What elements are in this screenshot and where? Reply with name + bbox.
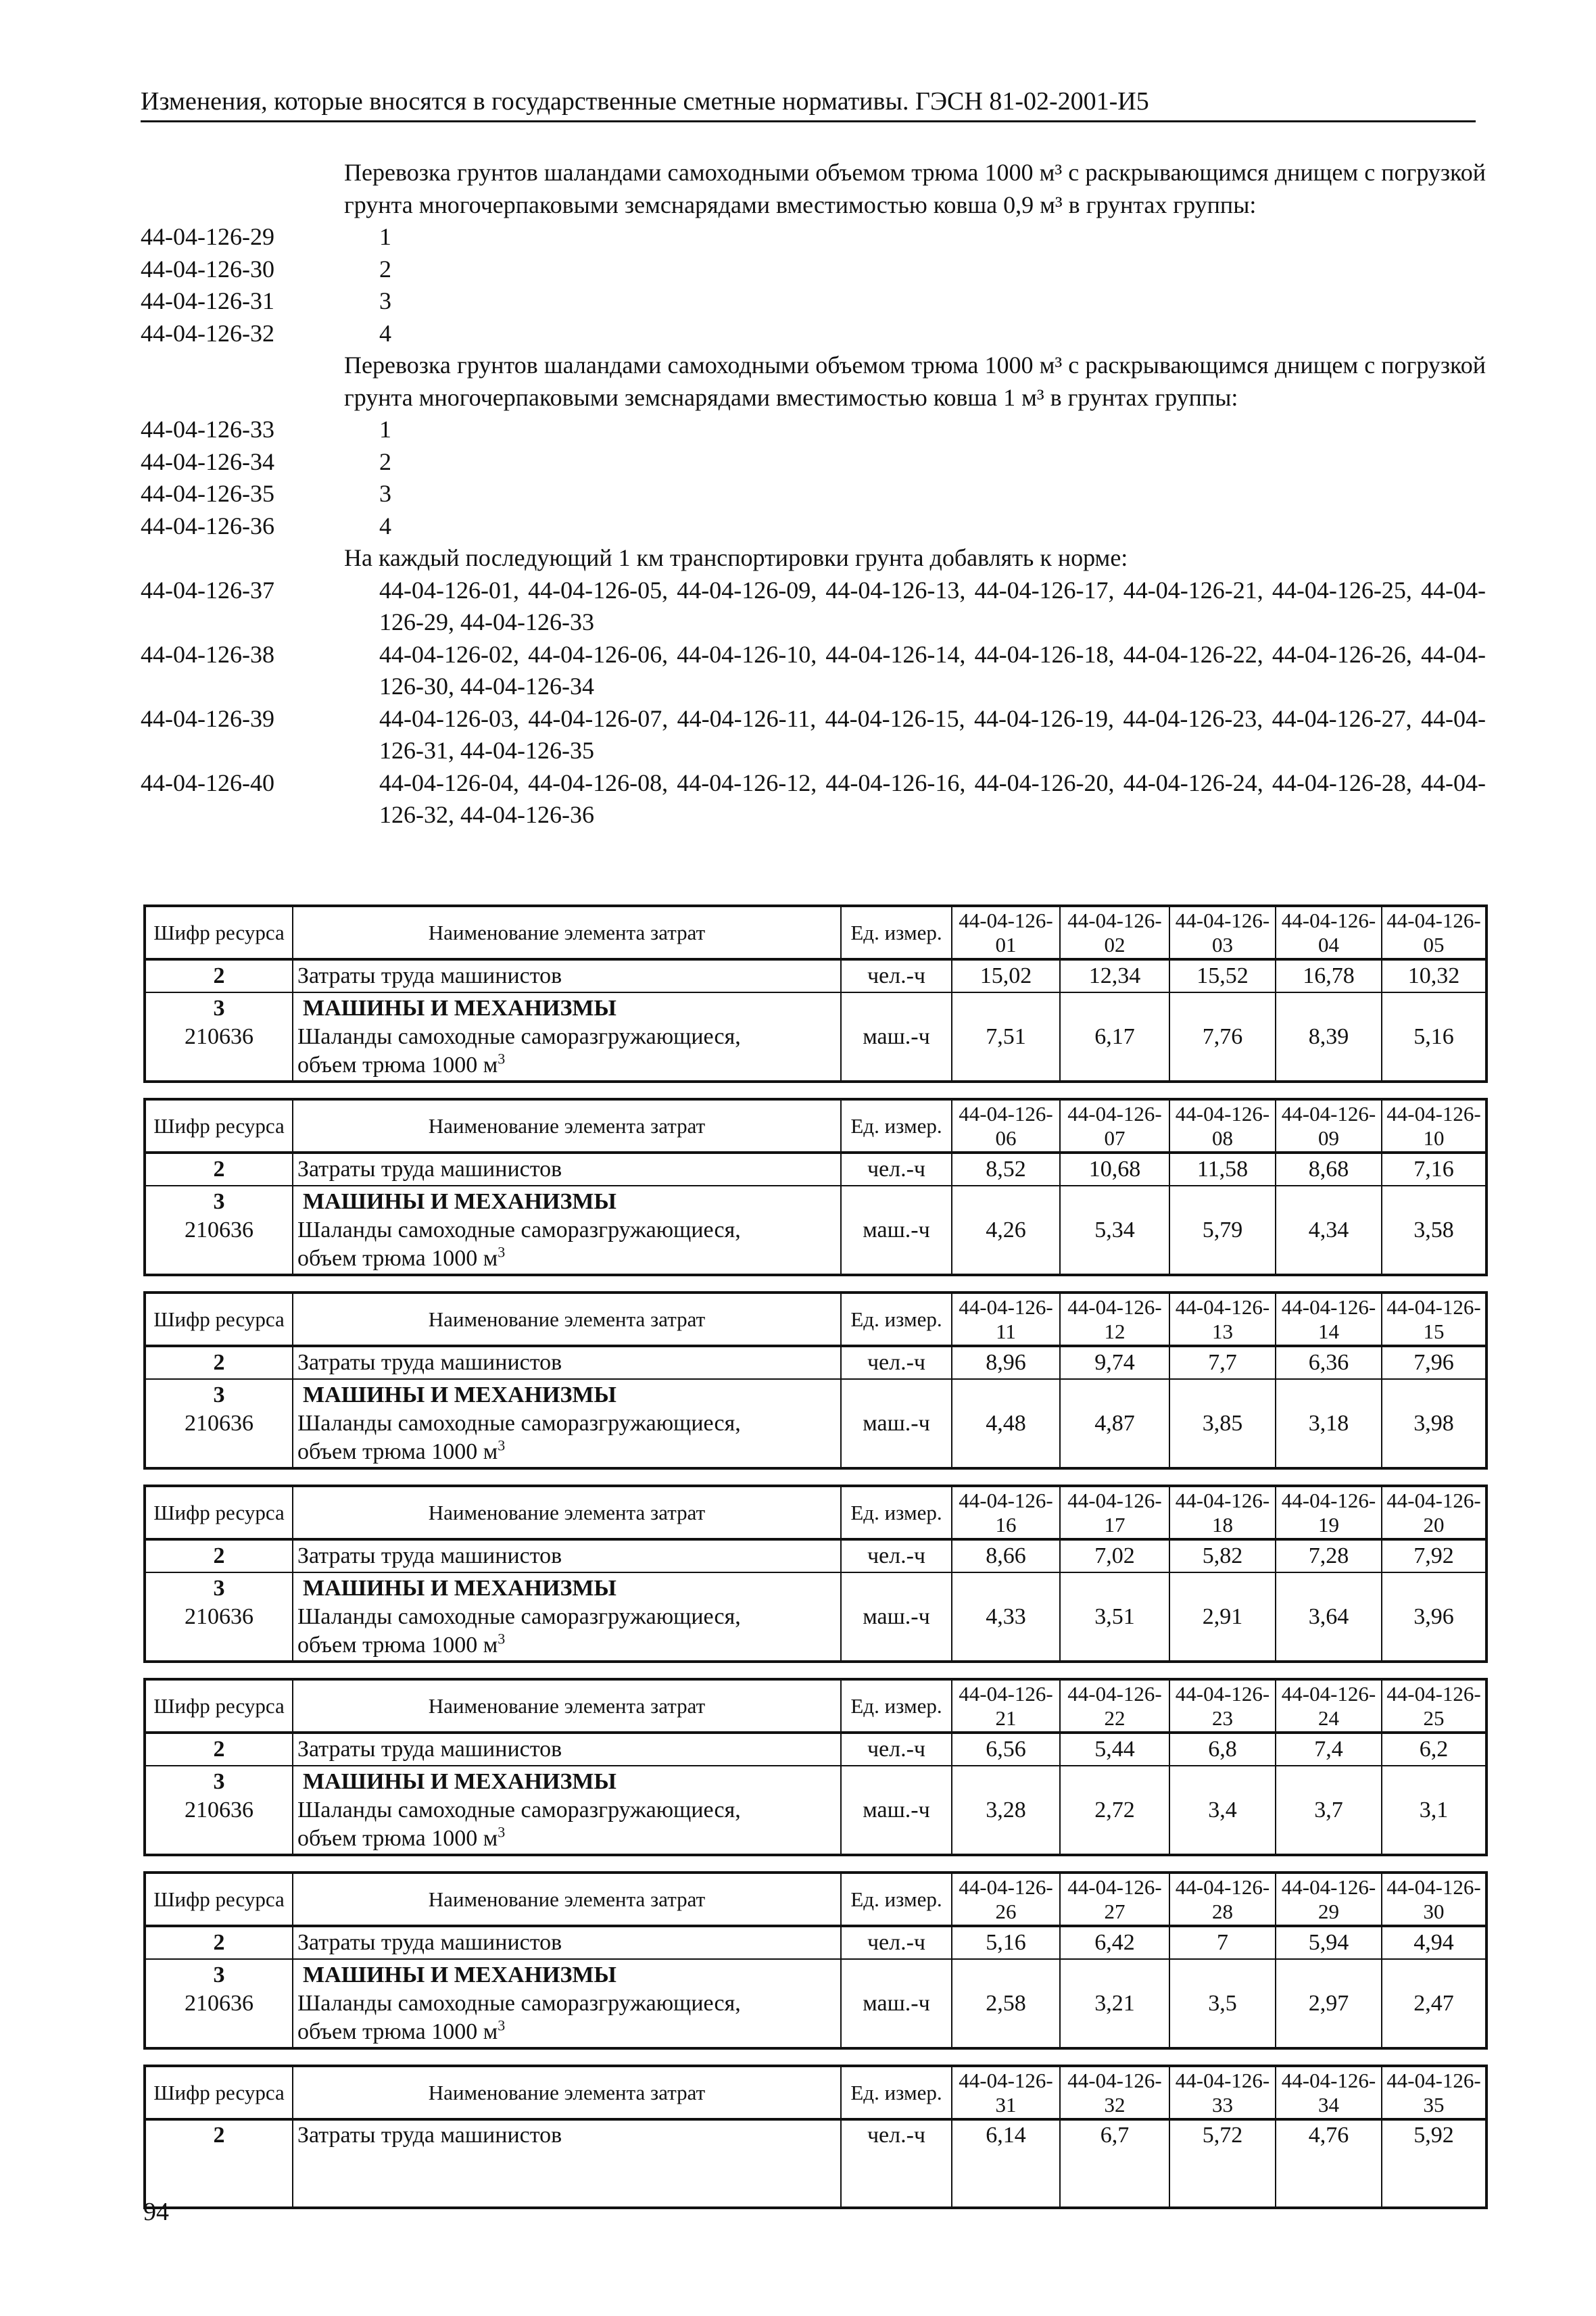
resource-code bbox=[145, 1766, 293, 1855]
resource-code bbox=[145, 992, 293, 1082]
norm-item bbox=[141, 639, 1486, 703]
table-header-row bbox=[145, 1486, 1486, 1539]
machine-name-text: Шаланды самоходные саморазгружающиеся, объем трюма 1000 м bbox=[297, 1797, 741, 1851]
header-norm-code: 44-04-126-03 bbox=[1169, 906, 1276, 959]
section-title: МАШИНЫ И МЕХАНИЗМЫ bbox=[303, 1768, 616, 1794]
header-norm-code: 44-04-126-06 bbox=[952, 1099, 1060, 1153]
cubic-sup: 3 bbox=[498, 1243, 506, 1261]
header-norm-code: 44-04-126-28 bbox=[1169, 1873, 1276, 1926]
resource-unit: маш.-ч bbox=[841, 1959, 952, 2048]
resource-name: Затраты труда машинистов bbox=[293, 1153, 841, 1186]
cubic-sup: 3 bbox=[498, 1823, 506, 1841]
machine-name bbox=[297, 1603, 798, 1660]
norm-item bbox=[141, 254, 1486, 286]
header-code: Шифр ресурса bbox=[145, 1293, 293, 1346]
machine-value: 5,34 bbox=[1060, 1186, 1169, 1275]
labor-value: 7,16 bbox=[1382, 1153, 1486, 1186]
machine-value: 4,33 bbox=[952, 1572, 1060, 1662]
table-row bbox=[145, 1346, 1486, 1379]
header-norm-code: 44-04-126-13 bbox=[1169, 1293, 1276, 1346]
resource-code: 2 bbox=[145, 1153, 293, 1186]
header-name: Наименование элемента затрат bbox=[293, 1293, 841, 1346]
machine-value: 3,98 bbox=[1382, 1379, 1486, 1468]
header-norm-code: 44-04-126-19 bbox=[1276, 1486, 1382, 1539]
labor-value: 7,28 bbox=[1276, 1539, 1382, 1572]
header-unit: Ед. измер. bbox=[841, 2066, 952, 2119]
resource-code: 2 bbox=[145, 2119, 293, 2208]
resource-table bbox=[143, 1871, 1488, 2050]
paragraph-text: На каждый последующий 1 км транспортировки грунта добавлять к норме: bbox=[344, 544, 1128, 571]
resource-id: 210636 bbox=[185, 1410, 253, 1436]
resource-unit: маш.-ч bbox=[841, 1766, 952, 1855]
table-row bbox=[145, 1959, 1486, 2048]
machine-value: 3,4 bbox=[1169, 1766, 1276, 1855]
norm-item-text: 3 bbox=[379, 287, 391, 314]
norm-item-text: 4 bbox=[379, 512, 391, 539]
norm-item-text: 1 bbox=[379, 416, 391, 443]
machine-value: 2,58 bbox=[952, 1959, 1060, 2048]
table-row bbox=[145, 1153, 1486, 1186]
norm-code: 44-04-126-40 bbox=[141, 769, 274, 796]
norm-item-text: 4 bbox=[379, 319, 391, 347]
header-name: Наименование элемента затрат bbox=[293, 1679, 841, 1733]
resource-unit: маш.-ч bbox=[841, 1186, 952, 1275]
resource-table bbox=[143, 904, 1488, 1083]
norm-item bbox=[141, 221, 1486, 254]
labor-value: 6,36 bbox=[1276, 1346, 1382, 1379]
machine-value: 3,5 bbox=[1169, 1959, 1276, 2048]
table-row bbox=[145, 2119, 1486, 2208]
norm-code: 44-04-126-37 bbox=[141, 576, 274, 604]
machine-value: 2,72 bbox=[1060, 1766, 1169, 1855]
section-title: МАШИНЫ И МЕХАНИЗМЫ bbox=[303, 1962, 616, 1987]
table-row bbox=[145, 1572, 1486, 1662]
machine-name-text: Шаланды самоходные саморазгружающиеся, объем трюма 1000 м bbox=[297, 1023, 741, 1078]
labor-value: 5,72 bbox=[1169, 2119, 1276, 2208]
machine-value: 4,87 bbox=[1060, 1379, 1169, 1468]
header-unit: Ед. измер. bbox=[841, 1293, 952, 1346]
resource-unit: чел.-ч bbox=[841, 2119, 952, 2208]
spacer bbox=[150, 1825, 288, 1853]
table-row bbox=[145, 992, 1486, 1082]
norm-code: 44-04-126-30 bbox=[141, 255, 274, 283]
machine-value: 3,51 bbox=[1060, 1572, 1169, 1662]
machine-value: 4,48 bbox=[952, 1379, 1060, 1468]
labor-value: 6,2 bbox=[1382, 1733, 1486, 1766]
norm-code: 44-04-126-34 bbox=[141, 448, 274, 475]
norm-item bbox=[141, 414, 1486, 446]
norm-item-text: 3 bbox=[379, 480, 391, 507]
paragraph bbox=[141, 157, 1486, 221]
resource-name bbox=[293, 1572, 841, 1662]
resource-name: Затраты труда машинистов bbox=[293, 2119, 841, 2208]
machine-name bbox=[297, 1989, 798, 2046]
section-code: 3 bbox=[213, 1768, 225, 1794]
norm-code: 44-04-126-35 bbox=[141, 480, 274, 507]
resource-code: 2 bbox=[145, 1926, 293, 1959]
header-norm-code: 44-04-126-27 bbox=[1060, 1873, 1169, 1926]
labor-value: 9,74 bbox=[1060, 1346, 1169, 1379]
labor-value: 8,52 bbox=[952, 1153, 1060, 1186]
norm-code bbox=[141, 349, 344, 414]
norm-item bbox=[141, 767, 1486, 831]
labor-value: 11,58 bbox=[1169, 1153, 1276, 1186]
machine-name-text: Шаланды самоходные саморазгружающиеся, объем трюма 1000 м bbox=[297, 1603, 741, 1658]
machine-name bbox=[297, 1409, 798, 1466]
norm-item bbox=[141, 575, 1486, 639]
paragraph bbox=[141, 349, 1486, 414]
header-norm-code: 44-04-126-30 bbox=[1382, 1873, 1486, 1926]
paragraph-text: Перевозка грунтов шаландами самоходными объемом трюма 1000 м³ с раскрывающимся днищем с погрузкой грунта многочерпаковыми земснарядами вместимостью ковша 1 м³ в грунтах группы: bbox=[344, 352, 1486, 411]
labor-value: 5,16 bbox=[952, 1926, 1060, 1959]
machine-value: 2,97 bbox=[1276, 1959, 1382, 2048]
resource-name: Затраты труда машинистов bbox=[293, 1346, 841, 1379]
header-unit: Ед. измер. bbox=[841, 1873, 952, 1926]
labor-value: 7,96 bbox=[1382, 1346, 1486, 1379]
machine-value: 3,28 bbox=[952, 1766, 1060, 1855]
spacer bbox=[150, 1631, 288, 1660]
norm-code bbox=[141, 542, 344, 575]
norm-code: 44-04-126-39 bbox=[141, 704, 274, 732]
resource-name bbox=[293, 1186, 841, 1275]
labor-value: 5,82 bbox=[1169, 1539, 1276, 1572]
machine-value: 8,39 bbox=[1276, 992, 1382, 1082]
resource-unit: маш.-ч bbox=[841, 1572, 952, 1662]
cubic-sup: 3 bbox=[498, 1437, 506, 1454]
header-name: Наименование элемента затрат bbox=[293, 906, 841, 959]
header-norm-code: 44-04-126-26 bbox=[952, 1873, 1060, 1926]
resource-code: 2 bbox=[145, 1733, 293, 1766]
machine-value: 3,96 bbox=[1382, 1572, 1486, 1662]
resource-code bbox=[145, 1379, 293, 1468]
labor-value: 8,68 bbox=[1276, 1153, 1382, 1186]
resource-table bbox=[143, 1678, 1488, 1856]
intro-text bbox=[141, 157, 1486, 831]
norm-item-text: 2 bbox=[379, 448, 391, 475]
labor-value: 5,92 bbox=[1382, 2119, 1486, 2208]
resource-unit: чел.-ч bbox=[841, 959, 952, 992]
header-norm-code: 44-04-126-23 bbox=[1169, 1679, 1276, 1733]
table-header-row bbox=[145, 906, 1486, 959]
header-norm-code: 44-04-126-09 bbox=[1276, 1099, 1382, 1153]
norm-item-text: 44-04-126-02, 44-04-126-06, 44-04-126-10, 44-04-126-14, 44-04-126-18, 44-04-126-22, 44-04-126-26, 44-04-126-30, 44-04-126-34 bbox=[379, 640, 1486, 700]
section-title: МАШИНЫ И МЕХАНИЗМЫ bbox=[303, 1382, 616, 1407]
labor-value: 6,42 bbox=[1060, 1926, 1169, 1959]
norm-item-text: 1 bbox=[379, 223, 391, 250]
header-unit: Ед. измер. bbox=[841, 1486, 952, 1539]
norm-code: 44-04-126-29 bbox=[141, 223, 274, 250]
machine-value: 3,58 bbox=[1382, 1186, 1486, 1275]
spacer bbox=[150, 1245, 288, 1273]
header-code: Шифр ресурса bbox=[145, 1873, 293, 1926]
resource-name: Затраты труда машинистов bbox=[293, 1539, 841, 1572]
resource-code: 2 bbox=[145, 1539, 293, 1572]
labor-value: 16,78 bbox=[1276, 959, 1382, 992]
header-norm-code: 44-04-126-01 bbox=[952, 906, 1060, 959]
spacer bbox=[150, 1051, 288, 1080]
header-norm-code: 44-04-126-21 bbox=[952, 1679, 1060, 1733]
header-code: Шифр ресурса bbox=[145, 2066, 293, 2119]
labor-value: 10,32 bbox=[1382, 959, 1486, 992]
resource-code bbox=[145, 1959, 293, 2048]
machine-name bbox=[297, 1023, 798, 1080]
table-row bbox=[145, 1926, 1486, 1959]
table-row bbox=[145, 959, 1486, 992]
cubic-sup: 3 bbox=[498, 1630, 506, 1647]
header-norm-code: 44-04-126-12 bbox=[1060, 1293, 1169, 1346]
machine-value: 3,18 bbox=[1276, 1379, 1382, 1468]
resource-id: 210636 bbox=[185, 1603, 253, 1629]
header-unit: Ед. измер. bbox=[841, 1099, 952, 1153]
header-norm-code: 44-04-126-22 bbox=[1060, 1679, 1169, 1733]
labor-value: 10,68 bbox=[1060, 1153, 1169, 1186]
labor-value: 4,94 bbox=[1382, 1926, 1486, 1959]
labor-value: 7,4 bbox=[1276, 1733, 1382, 1766]
norm-item bbox=[141, 478, 1486, 510]
labor-value: 15,52 bbox=[1169, 959, 1276, 992]
resource-code bbox=[145, 1572, 293, 1662]
norm-code bbox=[141, 157, 344, 221]
resource-name bbox=[293, 1959, 841, 2048]
spacer bbox=[150, 2018, 288, 2046]
section-code: 3 bbox=[213, 995, 225, 1021]
labor-value: 7 bbox=[1169, 1926, 1276, 1959]
machine-value: 7,51 bbox=[952, 992, 1060, 1082]
norm-item bbox=[141, 510, 1486, 543]
section-title: МАШИНЫ И МЕХАНИЗМЫ bbox=[303, 1188, 616, 1214]
header-name: Наименование элемента затрат bbox=[293, 1099, 841, 1153]
machine-value: 7,76 bbox=[1169, 992, 1276, 1082]
paragraph-text: Перевозка грунтов шаландами самоходными объемом трюма 1000 м³ с раскрывающимся днищем с погрузкой грунта многочерпаковыми земснарядами вместимостью ковша 0,9 м³ в грунтах группы: bbox=[344, 159, 1486, 218]
section-code: 3 bbox=[213, 1188, 225, 1214]
header-name: Наименование элемента затрат bbox=[293, 2066, 841, 2119]
header-norm-code: 44-04-126-15 bbox=[1382, 1293, 1486, 1346]
norm-item-text: 44-04-126-01, 44-04-126-05, 44-04-126-09, 44-04-126-13, 44-04-126-17, 44-04-126-21, 44-04-126-25, 44-04-126-29, 44-04-126-33 bbox=[379, 576, 1486, 635]
section-code: 3 bbox=[213, 1382, 225, 1407]
header-name: Наименование элемента затрат bbox=[293, 1873, 841, 1926]
header-unit: Ед. измер. bbox=[841, 906, 952, 959]
cubic-sup: 3 bbox=[498, 1050, 506, 1067]
header-norm-code: 44-04-126-16 bbox=[952, 1486, 1060, 1539]
labor-value: 8,96 bbox=[952, 1346, 1060, 1379]
page-number: 94 bbox=[143, 2198, 169, 2226]
machine-name-text: Шаланды самоходные саморазгружающиеся, объем трюма 1000 м bbox=[297, 1990, 741, 2044]
section-title: МАШИНЫ И МЕХАНИЗМЫ bbox=[303, 1575, 616, 1601]
resource-unit: чел.-ч bbox=[841, 1153, 952, 1186]
machine-value: 2,47 bbox=[1382, 1959, 1486, 2048]
machine-name-text: Шаланды самоходные саморазгружающиеся, объем трюма 1000 м bbox=[297, 1217, 741, 1271]
header-norm-code: 44-04-126-29 bbox=[1276, 1873, 1382, 1926]
machine-value: 3,21 bbox=[1060, 1959, 1169, 2048]
labor-value: 15,02 bbox=[952, 959, 1060, 992]
norm-code: 44-04-126-38 bbox=[141, 640, 274, 668]
resource-name bbox=[293, 1379, 841, 1468]
section-code: 3 bbox=[213, 1575, 225, 1601]
labor-value: 7,92 bbox=[1382, 1539, 1486, 1572]
labor-value: 5,94 bbox=[1276, 1926, 1382, 1959]
norm-item-text: 2 bbox=[379, 255, 391, 283]
resource-name bbox=[293, 992, 841, 1082]
norm-item bbox=[141, 446, 1486, 479]
norm-item bbox=[141, 285, 1486, 318]
header-code: Шифр ресурса bbox=[145, 906, 293, 959]
header-norm-code: 44-04-126-25 bbox=[1382, 1679, 1486, 1733]
header-code: Шифр ресурса bbox=[145, 1099, 293, 1153]
labor-value: 5,44 bbox=[1060, 1733, 1169, 1766]
machine-value: 3,1 bbox=[1382, 1766, 1486, 1855]
header-norm-code: 44-04-126-11 bbox=[952, 1293, 1060, 1346]
machine-value: 4,34 bbox=[1276, 1186, 1382, 1275]
norm-tables bbox=[143, 904, 1485, 2224]
resource-table bbox=[143, 1485, 1488, 1663]
machine-value: 2,91 bbox=[1169, 1572, 1276, 1662]
section-title: МАШИНЫ И МЕХАНИЗМЫ bbox=[303, 995, 616, 1021]
resource-unit: чел.-ч bbox=[841, 1926, 952, 1959]
labor-value: 4,76 bbox=[1276, 2119, 1382, 2208]
header-norm-code: 44-04-126-02 bbox=[1060, 906, 1169, 959]
header-code: Шифр ресурса bbox=[145, 1679, 293, 1733]
resource-table bbox=[143, 1098, 1488, 1276]
table-row bbox=[145, 1186, 1486, 1275]
resource-id: 210636 bbox=[185, 1990, 253, 2016]
resource-code bbox=[145, 1186, 293, 1275]
resource-name: Затраты труда машинистов bbox=[293, 1926, 841, 1959]
resource-unit: маш.-ч bbox=[841, 1379, 952, 1468]
labor-value: 8,66 bbox=[952, 1539, 1060, 1572]
resource-code: 2 bbox=[145, 959, 293, 992]
labor-value: 6,8 bbox=[1169, 1733, 1276, 1766]
table-row bbox=[145, 1379, 1486, 1468]
cubic-sup: 3 bbox=[498, 2017, 506, 2034]
resource-code: 2 bbox=[145, 1346, 293, 1379]
machine-name bbox=[297, 1216, 798, 1273]
machine-value: 5,16 bbox=[1382, 992, 1486, 1082]
header-norm-code: 44-04-126-32 bbox=[1060, 2066, 1169, 2119]
header-norm-code: 44-04-126-05 bbox=[1382, 906, 1486, 959]
header-unit: Ед. измер. bbox=[841, 1679, 952, 1733]
labor-value: 6,7 bbox=[1060, 2119, 1169, 2208]
resource-unit: маш.-ч bbox=[841, 992, 952, 1082]
resource-table bbox=[143, 1291, 1488, 1470]
header-norm-code: 44-04-126-18 bbox=[1169, 1486, 1276, 1539]
machine-value: 3,64 bbox=[1276, 1572, 1382, 1662]
resource-name: Затраты труда машинистов bbox=[293, 1733, 841, 1766]
table-header-row bbox=[145, 1679, 1486, 1733]
table-row bbox=[145, 1539, 1486, 1572]
page-header: Изменения, которые вносятся в государственные сметные нормативы. ГЭСН 81-02-2001-И5 bbox=[141, 87, 1476, 122]
resource-name bbox=[293, 1766, 841, 1855]
resource-unit: чел.-ч bbox=[841, 1539, 952, 1572]
labor-value: 7,7 bbox=[1169, 1346, 1276, 1379]
norm-item-text: 44-04-126-04, 44-04-126-08, 44-04-126-12, 44-04-126-16, 44-04-126-20, 44-04-126-24, 44-04-126-28, 44-04-126-32, 44-04-126-36 bbox=[379, 769, 1486, 828]
machine-value: 6,17 bbox=[1060, 992, 1169, 1082]
norm-code: 44-04-126-31 bbox=[141, 287, 274, 314]
header-name: Наименование элемента затрат bbox=[293, 1486, 841, 1539]
resource-table bbox=[143, 2065, 1488, 2209]
header-norm-code: 44-04-126-24 bbox=[1276, 1679, 1382, 1733]
resource-id: 210636 bbox=[185, 1217, 253, 1243]
resource-id: 210636 bbox=[185, 1797, 253, 1823]
header-norm-code: 44-04-126-14 bbox=[1276, 1293, 1382, 1346]
labor-value: 6,14 bbox=[952, 2119, 1060, 2208]
section-code: 3 bbox=[213, 1962, 225, 1987]
table-row bbox=[145, 1733, 1486, 1766]
labor-value: 12,34 bbox=[1060, 959, 1169, 992]
machine-value: 3,85 bbox=[1169, 1379, 1276, 1468]
header-norm-code: 44-04-126-34 bbox=[1276, 2066, 1382, 2119]
labor-value: 6,56 bbox=[952, 1733, 1060, 1766]
machine-value: 4,26 bbox=[952, 1186, 1060, 1275]
paragraph bbox=[141, 542, 1486, 575]
norm-item bbox=[141, 318, 1486, 350]
labor-value: 7,02 bbox=[1060, 1539, 1169, 1572]
norm-code: 44-04-126-32 bbox=[141, 319, 274, 347]
resource-unit: чел.-ч bbox=[841, 1346, 952, 1379]
header-norm-code: 44-04-126-17 bbox=[1060, 1486, 1169, 1539]
header-norm-code: 44-04-126-33 bbox=[1169, 2066, 1276, 2119]
spacer bbox=[150, 1438, 288, 1466]
table-header-row bbox=[145, 1099, 1486, 1153]
header-norm-code: 44-04-126-20 bbox=[1382, 1486, 1486, 1539]
header-norm-code: 44-04-126-04 bbox=[1276, 906, 1382, 959]
table-header-row bbox=[145, 2066, 1486, 2119]
table-header-row bbox=[145, 1873, 1486, 1926]
header-norm-code: 44-04-126-10 bbox=[1382, 1099, 1486, 1153]
header-norm-code: 44-04-126-08 bbox=[1169, 1099, 1276, 1153]
machine-name-text: Шаланды самоходные саморазгружающиеся, объем трюма 1000 м bbox=[297, 1410, 741, 1464]
resource-id: 210636 bbox=[185, 1023, 253, 1049]
norm-item bbox=[141, 703, 1486, 767]
header-norm-code: 44-04-126-07 bbox=[1060, 1099, 1169, 1153]
table-row bbox=[145, 1766, 1486, 1855]
norm-item-text: 44-04-126-03, 44-04-126-07, 44-04-126-11, 44-04-126-15, 44-04-126-19, 44-04-126-23, 44-04-126-27, 44-04-126-31, 44-04-126-35 bbox=[379, 704, 1486, 764]
header-code: Шифр ресурса bbox=[145, 1486, 293, 1539]
header-norm-code: 44-04-126-31 bbox=[952, 2066, 1060, 2119]
norm-code: 44-04-126-33 bbox=[141, 416, 274, 443]
resource-unit: чел.-ч bbox=[841, 1733, 952, 1766]
norm-code: 44-04-126-36 bbox=[141, 512, 274, 539]
machine-value: 5,79 bbox=[1169, 1186, 1276, 1275]
machine-name bbox=[297, 1796, 798, 1853]
table-header-row bbox=[145, 1293, 1486, 1346]
resource-name: Затраты труда машинистов bbox=[293, 959, 841, 992]
machine-value: 3,7 bbox=[1276, 1766, 1382, 1855]
header-norm-code: 44-04-126-35 bbox=[1382, 2066, 1486, 2119]
